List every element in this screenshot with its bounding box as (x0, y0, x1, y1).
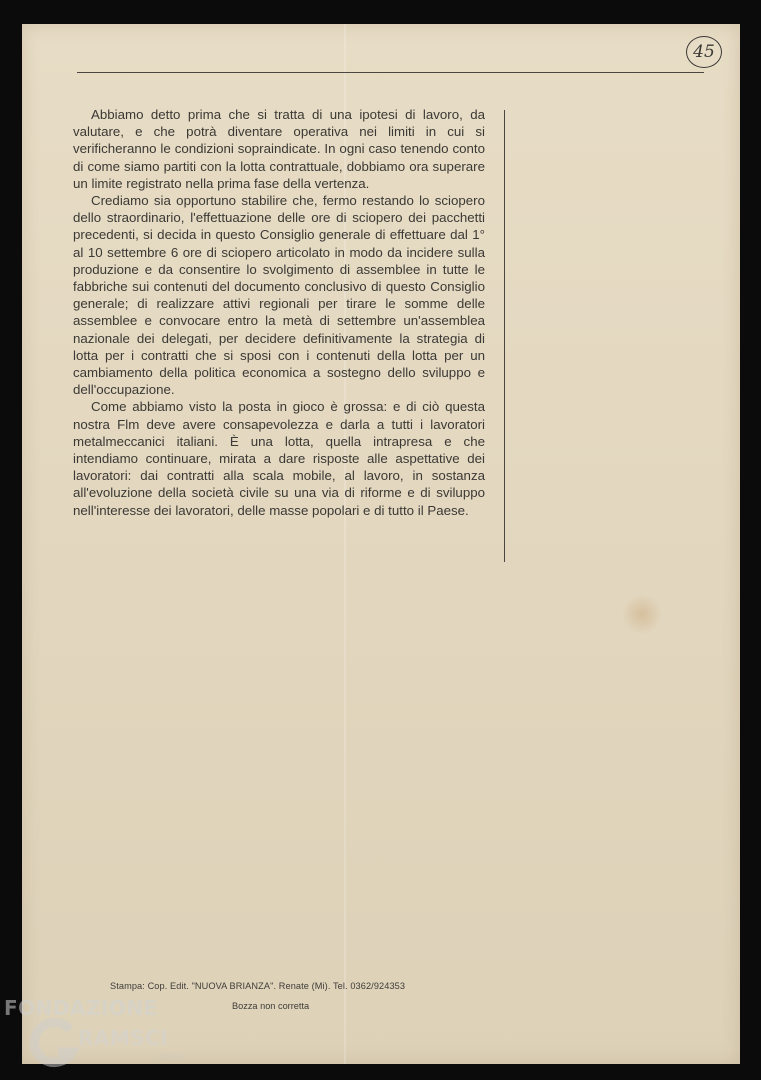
watermark-line-2: RAMSCI (78, 1026, 169, 1050)
watermark-suffix: onlus (158, 1052, 183, 1062)
column-rule (504, 110, 505, 562)
proof-note: Bozza non corretta (232, 1001, 310, 1011)
paragraph-3: Come abbiamo visto la posta in gioco è grossa: e di ciò questa nostra Flm deve avere consapevolezza e darla a tutti i lavoratori metalmeccanici italiani. È una lotta, quella intrapresa e che intendiamo continuare, mirata a dare risposte alle aspettative dei lavoratori: dai contratti alla scala mobile, al lavoro, in sostanza all'evoluzione della società civile su una via di riforme e di sviluppo nell'interesse dei lavoratori, delle masse popolari e di tutto il Paese. (73, 399, 485, 518)
fondazione-gramsci-watermark (4, 996, 204, 1076)
paragraph-2: Crediamo sia opportuno stabilire che, fermo restando lo sciopero dello straordinario, l'effettuazione delle ore di sciopero dei pacchetti precedenti, si decida in questo Consiglio generale di effettuare dal 1° al 10 settembre 6 ore di sciopero articolato in modo da incidere sulla produzione e da consentire lo svolgimento di assemblee in tutte le fabbriche sui contenuti del documento conclusivo di questo Consiglio generale; di realizzare attivi regionali per tirare le somme delle assemblee e convocare entro la metà di settembre un'assemblea nazionale dei delegati, per decidere definitivamente la strategia di lotta per i contratti che si sposi con i contenuti della lotta per un cambiamento della politica economica a sostegno dello sviluppo e dell'occupazione. (73, 193, 485, 398)
watermark-g-logo-icon (30, 1016, 80, 1070)
watermark-line-1: FONDAZIONE (4, 996, 158, 1020)
paper-stain (622, 594, 662, 634)
paragraph-1: Abbiamo detto prima che si tratta di una ipotesi di lavoro, da valutare, e che potrà diventare operativa nei limiti in cui si verificheranno le condizioni sopraindicate. In ogni caso tenendo conto di come siamo partiti con la lotta contrattuale, dobbiamo ora superare un limite registrato nella prima fase della vertenza. (73, 107, 485, 191)
document-page (22, 24, 740, 1064)
printer-imprint: Stampa: Cop. Edit. "NUOVA BRIANZA". Renate (Mi). Tel. 0362/924353 (110, 981, 406, 991)
body-text (73, 106, 485, 519)
handwritten-page-number: 45 (686, 36, 722, 68)
top-rule (77, 72, 704, 73)
